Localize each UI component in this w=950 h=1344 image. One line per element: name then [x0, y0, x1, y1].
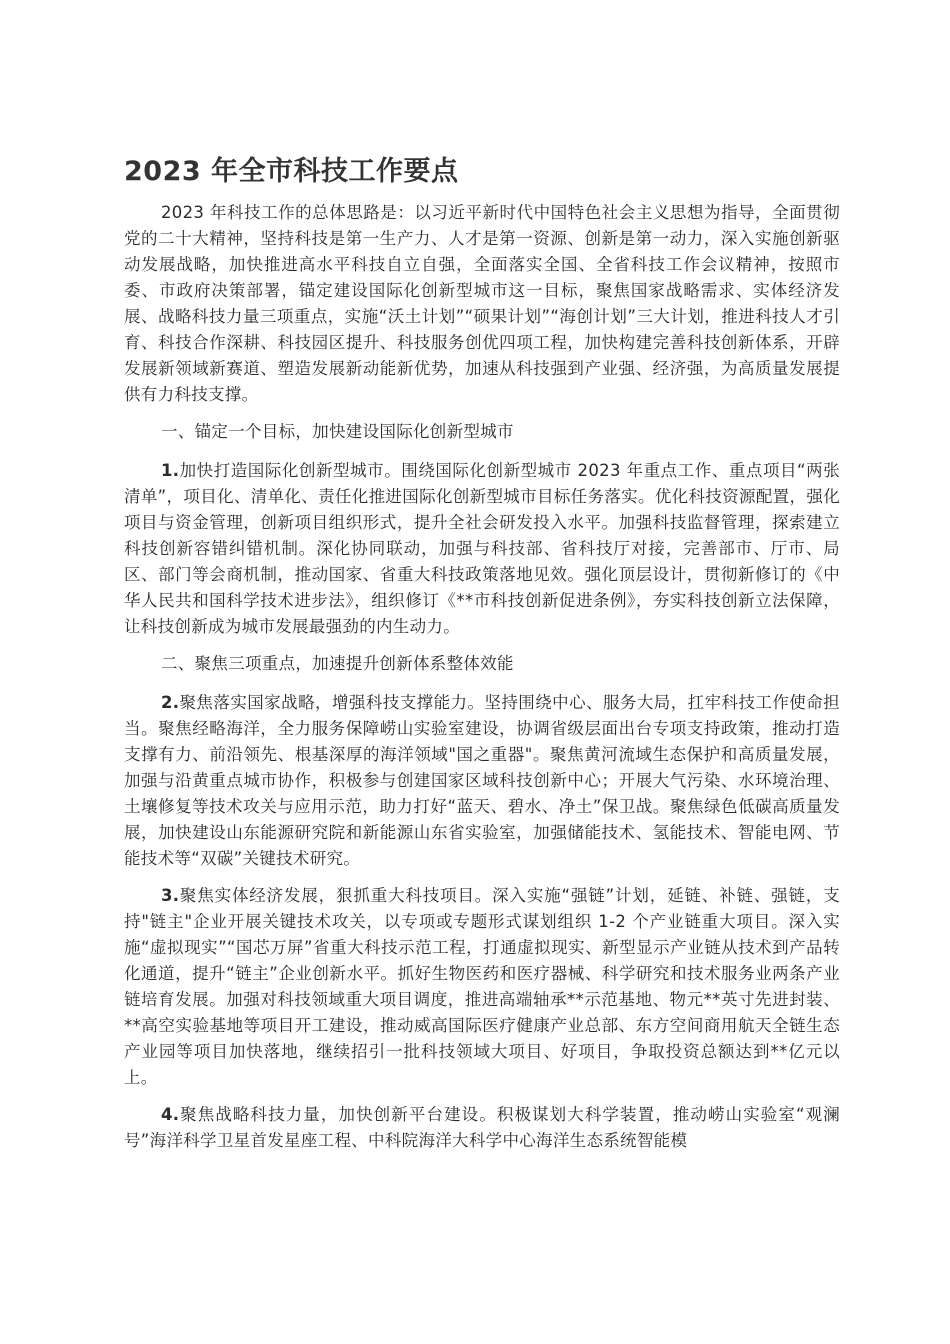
- item-paragraph-4: [124, 1102, 840, 1154]
- section-heading-1: 一、锚定一个目标，加快建设国际化创新型城市: [161, 422, 514, 441]
- item-number-3: 3.: [161, 886, 180, 905]
- document-body: [124, 152, 840, 1165]
- item-number-1: 1.: [161, 461, 180, 480]
- item-body-3: 深入实施“强链”计划，延链、补链、强链，支持"链主"企业开展关键技术攻关，以专项或专题形式谋划组织 1-2 个产业链重大项目。深入实施“虚拟现实”“国芯万屏”省重大科技示范工程，打通虚拟现实、新型显示产业链从技术到产品转化通道，提升“链主”企业创新水平。抓好生物医药和医疗器械、科学研究和技术服务业两条产业链培育发展。加强对科技领域重大项目调度，推进高端轴承**示范基地、物元**英寸先进封装、**高空实验基地等项目开工建设，推动威高国际医疗健康产业总部、东方空间商用航天全链生态产业园等项目加快落地，继续招引一批科技领域大项目、好项目，争取投资总额达到**亿元以上。: [124, 886, 840, 1087]
- item-paragraph-1: [124, 458, 840, 640]
- item-title-3: 聚焦实体经济发展，狠抓重大科技项目。: [179, 886, 493, 905]
- section-heading-2: 二、聚焦三项重点，加速提升创新体系整体效能: [161, 654, 514, 673]
- document-title: 2023 年全市科技工作要点: [124, 156, 459, 187]
- item-number-4: 4.: [161, 1105, 180, 1124]
- item-body-1: 围绕国际化创新型城市 2023 年重点工作、重点项目“两张清单”，项目化、清单化、责任化推进国际化创新型城市目标任务落实。优化科技资源配置，强化项目与资金管理，创新项目组织形式，提升全社会研发投入水平。加强科技监督管理，探索建立科技创新容错纠错机制。深化协同联动，加强与科技部、省科技厅对接，完善部市、厅市、局区、部门等会商机制，推动国家、省重大科技政策落地见效。强化顶层设计，贯彻新修订的《中华人民共和国科学技术进步法》，组织修订《**市科技创新促进条例》，夯实科技创新立法保障，让科技创新成为城市发展最强劲的内生动力。: [124, 461, 840, 636]
- item-title-2: 聚焦落实国家战略，增强科技支撑能力。: [179, 693, 485, 712]
- intro-paragraph: 2023 年科技工作的总体思路是：以习近平新时代中国特色社会主义思想为指导，全面贯彻党的二十大精神，坚持科技是第一生产力、人才是第一资源、创新是第一动力，深入实施创新驱动发展战略，加快推进高水平科技自立自强，全面落实全国、全省科技工作会议精神，按照市委、市政府决策部署，锚定建设国际化创新型城市这一目标，聚焦国家战略需求、实体经济发展、战略科技力量三项重点，实施“沃土计划”“硕果计划”“海创计划”三大计划，推进科技人才引育、科技合作深耕、科技园区提升、科技服务创优四项工程，加快构建完善科技创新体系，开辟发展新领域新赛道、塑造发展新动能新优势，加速从科技强到产业强、经济强，为高质量发展提供有力科技支撑。: [124, 203, 840, 404]
- item-paragraph-2: [124, 690, 840, 872]
- item-title-1: 加快打造国际化创新型城市。: [179, 461, 402, 480]
- item-title-4: 聚焦战略科技力量，加快创新平台建设。: [179, 1105, 497, 1124]
- item-body-2: 坚持围绕中心、服务大局，扛牢科技工作使命担当。聚焦经略海洋，全力服务保障崂山实验室建设，协调省级层面出台专项支持政策，推动打造支撑有力、前沿领先、根基深厚的海洋领域"国之重器"。聚焦黄河流域生态保护和高质量发展，加强与沿黄重点城市协作，积极参与创建国家区域科技创新中心；开展大气污染、水环境治理、土壤修复等技术攻关与应用示范，助力打好“蓝天、碧水、净土”保卫战。聚焦绿色低碳高质量发展，加快建设山东能源研究院和新能源山东省实验室，加强储能技术、氢能技术、智能电网、节能技术等“双碳”关键技术研究。: [124, 693, 840, 868]
- item-paragraph-3: [124, 883, 840, 1091]
- item-body-4: 积极谋划大科学装置，推动崂山实验室“观澜号”海洋科学卫星首发星座工程、中科院海洋大科学中心海洋生态系统智能模: [124, 1105, 840, 1150]
- item-number-2: 2.: [161, 693, 180, 712]
